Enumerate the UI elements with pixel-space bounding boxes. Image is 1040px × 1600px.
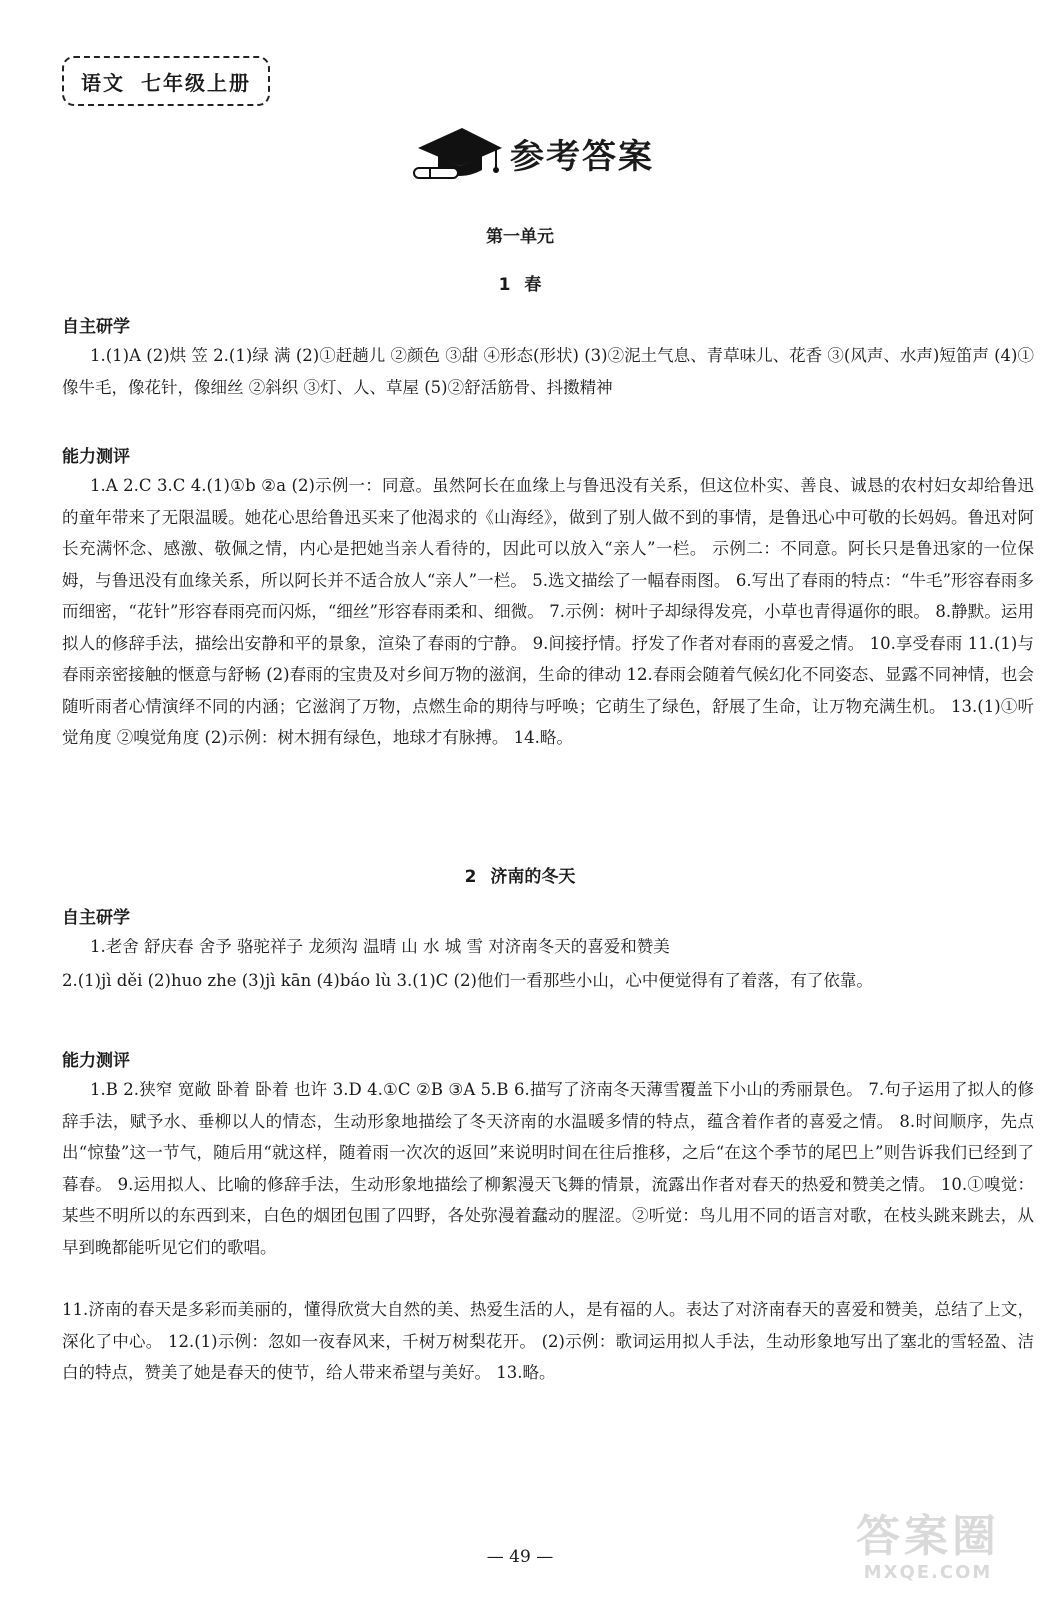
lesson2-title: 济南的冬天 — [490, 867, 576, 887]
lesson2-section-ability-test: 能力测评 — [62, 1051, 130, 1071]
lesson1-number: 1 — [498, 275, 511, 295]
lesson1-ability-test-answers: 1.A 2.C 3.C 4.(1)①b ②a (2)示例一：同意。虽然阿长在血缘上与鲁迅没有关系，但这位朴实、善良、诚恳的农村妇女却给鲁迅的童年带来了无限温暖。她花心思给鲁迅买来了他渴求的《山海经》，做到了别人做不到的事情，是鲁迅心中可敬的长妈妈。鲁迅对阿长充满怀念、感激、敬佩之情，内心是把她当亲人看待的，因此可以放入“亲人”一栏。 示例二：不同意。阿长只是鲁迅家的一位保姆，与鲁迅没有血缘关系，所以阿长并不适合放人“亲人”一栏。 5.选文描绘了一幅春雨图。 6.写出了春雨的特点：“牛毛”形容春雨多而细密，“花针”形容春雨亮而闪烁，“细丝”形容春雨柔和、细微。 7.示例：树叶子却绿得发亮，小草也青得逼你的眼。 8.静默。运用拟人的修辞手法，描绘出安静和平的景象，渲染了春雨的宁静。 9.间接抒情。抒发了作者对春雨的喜爱之情。 10.享受春雨 11.(1)与春雨亲密接触的惬意与舒畅 (2)春雨的宝贵及对乡间万物的滋润，生命的律动 12.春雨会随着气候幻化不同姿态、显露不同神情，也会随听雨者心情演绎不同的内涵；它滋润了万物，点燃生命的期待与呼唤；它萌生了绿色，舒展了生命，让万物充满生机。 13.(1)①听觉角度 ②嗅觉角度 (2)示例：树木拥有绿色，地球才有脉搏。 14.略。 — [62, 476, 1034, 747]
watermark-url: MXQE.COM — [863, 1562, 993, 1583]
lesson2-self-study-answers-2: 2.(1)jì děi (2)huo zhe (3)jì kān (4)báo lù 3.(1)C (2)他们一看那些小山，心中便觉得有了着落，有了依靠。 — [62, 971, 873, 990]
lesson1-section-ability-test: 能力测评 — [62, 447, 130, 467]
lesson1-title: 春 — [524, 275, 542, 295]
page-title: 参考答案 — [510, 136, 654, 177]
lesson2-ability-test-answers-2: 11.济南的春天是多彩而美丽的，懂得欣赏大自然的美、热爱生活的人，是有福的人。表达了对济南春天的喜爱和赞美，总结了上文，深化了中心。 12.(1)示例：忽如一夜春风来，千树万树梨花开。 (2)示例：歌词运用拟人手法，生动形象地写出了塞北的雪轻盈、洁白的特点，赞美了她是春天的使节，给人带来希望与美好。 13.略。 — [62, 1300, 1034, 1382]
page-number: — 49 — — [486, 1547, 554, 1567]
watermark-logo-text: 答案圈 — [856, 1511, 1000, 1562]
lesson2-self-study-answers-1: 1.老舍 舒庆春 舍予 骆驼祥子 龙须沟 温晴 山 水 城 雪 对济南冬天的喜爱和赞美 — [90, 937, 670, 956]
lesson2-section-self-study: 自主研学 — [62, 908, 130, 928]
unit-heading: 第一单元 — [486, 227, 554, 247]
page-header — [410, 118, 654, 188]
lesson1-section-self-study: 自主研学 — [62, 317, 130, 337]
graduation-cap-icon — [410, 118, 506, 188]
lesson1-self-study-answers: 1.(1)A (2)烘 笠 2.(1)绿 满 (2)①赶趟儿 ②颜色 ③甜 ④形态(形状) (3)②泥土气息、青草味儿、花香 ③(风声、水声)短笛声 (4)①像牛毛，像花针，像细丝 ②斜织 ③灯、人、草屋 (5)②舒活筋骨、抖擞精神 — [62, 346, 1034, 397]
lesson2-ability-test-answers-1: 1.B 2.狭窄 宽敞 卧着 卧着 也许 3.D 4.①C ②B ③A 5.B 6.描写了济南冬天薄雪覆盖下小山的秀丽景色。 7.句子运用了拟人的修辞手法，赋予水、垂柳以人的情态，生动形象地描绘了冬天济南的水温暖多情的特点，蕴含着作者的喜爱之情。 8.时间顺序，先点出“惊蛰”这一节气，随后用“就这样，随着雨一次次的返回”来说明时间在往后推移，之后“在这个季节的尾巴上”则告诉我们已经到了暮春。 9.运用拟人、比喻的修辞手法，生动形象地描绘了柳絮漫天飞舞的情景，流露出作者对春天的热爱和赞美之情。 10.①嗅觉：某些不明所以的东西到来，白色的烟团包围了四野，各处弥漫着蠢动的腥涩。②听觉：鸟儿用不同的语言对歌，在枝头跳来跳去，从早到晚都能听见它们的歌唱。 — [62, 1080, 1034, 1257]
subject-label: 语文 — [81, 70, 125, 95]
lesson2-number: 2 — [464, 867, 477, 887]
book-tag — [62, 56, 270, 106]
lesson1-heading — [0, 270, 1040, 295]
lesson2-heading — [0, 862, 1040, 887]
grade-label: 七年级上册 — [141, 70, 251, 95]
